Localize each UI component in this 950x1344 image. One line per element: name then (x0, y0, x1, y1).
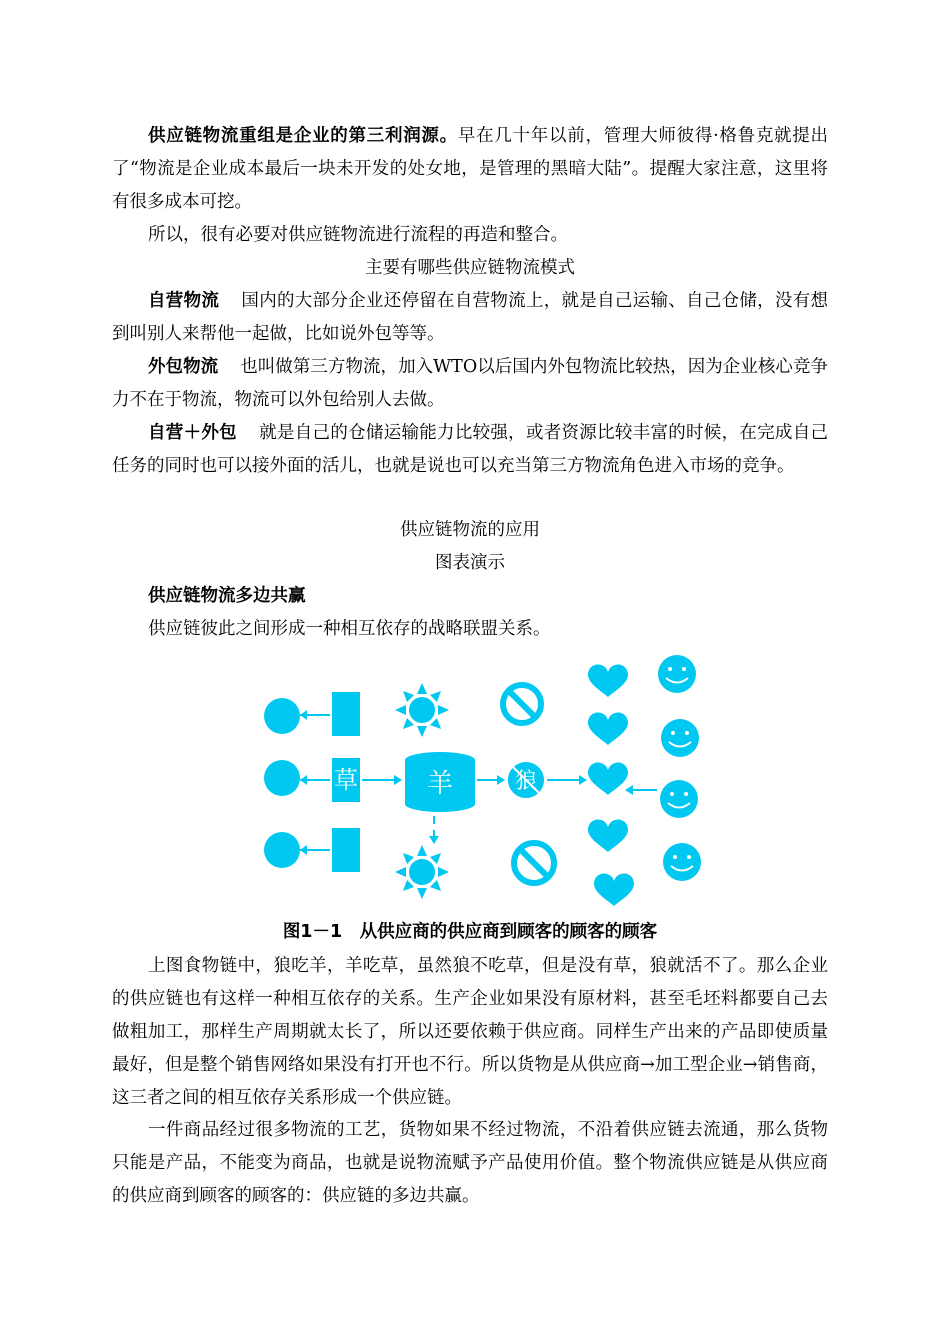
food-chain-diagram (255, 652, 715, 917)
wolf-label: 狼 (514, 769, 538, 794)
sheep-label: 羊 (426, 769, 454, 799)
paragraph-reengineer: 所以，很有必要对供应链物流进行流程的再造和整合。 (148, 225, 568, 245)
heading-logistics-modes: 主要有哪些供应链物流模式 (365, 258, 575, 278)
paragraph-goods-logistics: 一件商品经过很多物流的工艺，货物如果不经过物流，不沿着供应链去流通，那么货物只能是产品，不能变为商品，也就是说物流赋予产品使用价值。整个物流供应链是从供应商的供应商到顾客的顾客的：供应链的多边共赢。 (112, 1120, 828, 1206)
rect-top (332, 692, 360, 736)
supplier-circle-middle (264, 760, 300, 796)
grass-label: 草 (334, 766, 358, 794)
smiley-face-2-icon (661, 719, 699, 757)
sun-bottom-icon (395, 845, 449, 899)
paragraph-mode-outsource (112, 351, 828, 417)
paragraph-food-chain: 上图食物链中，狼吃羊，羊吃草，虽然狼不吃草，但是没有草，狼就活不了。那么企业的供应链也有这样一种相互依存的关系。生产企业如果没有原材料，甚至毛坯料都要自己去做粗加工，那样生产周期就太长了，所以还要依赖于供应商。同样生产出来的产品即使质量最好，但是整个销售网络如果没有打开也不行。所以货物是从供应商→加工型企业→销售商，这三者之间的相互依存关系形成一个供应链。 (112, 956, 828, 1108)
smiley-face-4-icon (663, 843, 701, 881)
paragraph-profit-source (112, 120, 828, 219)
section-title-win-win: 供应链物流多边共赢 (148, 586, 306, 606)
smiley-face-3-icon (660, 780, 698, 818)
figure-caption: 图1－1 从供应商的供应商到顾客的顾客的顾客 (282, 922, 658, 942)
section-intro: 供应链彼此之间形成一种相互依存的战略联盟关系。 (148, 619, 551, 639)
smiley-face-1-icon (658, 655, 696, 693)
supplier-circle-top (264, 698, 300, 734)
mode-mixed-text: 就是自己的仓储运输能力比较强，或者资源比较丰富的时候，在完成自己任务的同时也可以接外面的活儿，也就是说也可以充当第三方物流角色进入市场的竞争。 (112, 423, 829, 476)
paragraph-mode-self (112, 285, 828, 351)
mode-mixed-title: 自营＋外包 (148, 423, 237, 443)
heading-application: 供应链物流的应用 (400, 520, 540, 540)
heart-4-icon (588, 819, 628, 852)
mode-self-title: 自营物流 (148, 291, 220, 311)
rect-bottom (332, 828, 360, 872)
heart-1-icon (588, 664, 628, 697)
heart-2-icon (588, 712, 628, 745)
heart-5-icon (594, 873, 634, 906)
paragraph-text: 早在几十年以前，管理大师彼得·格鲁克就提出了“物流是企业成本最后一块未开发的处女地，是管理的黑暗大陆”。提醒大家注意，这里将有很多成本可挖。 (112, 126, 829, 212)
mode-self-text: 国内的大部分企业还停留在自营物流上，就是自己运输、自己仓储，没有想到叫别人来帮他一起做，比如说外包等等。 (112, 291, 829, 344)
sun-top-icon (395, 683, 449, 737)
heart-3-icon (588, 762, 628, 795)
paragraph-bold-lead: 供应链物流重组是企业的第三利润源。 (148, 126, 458, 146)
mode-outsource-text: 也叫做第三方物流，加入WTO以后国内外包物流比较热，因为企业核心竞争力不在于物流，物流可以外包给别人去做。 (112, 357, 828, 410)
supplier-circle-bottom (264, 832, 300, 868)
paragraph-mode-mixed (112, 417, 828, 483)
heading-chart-demo: 图表演示 (435, 553, 505, 573)
mode-outsource-title: 外包物流 (148, 357, 219, 377)
